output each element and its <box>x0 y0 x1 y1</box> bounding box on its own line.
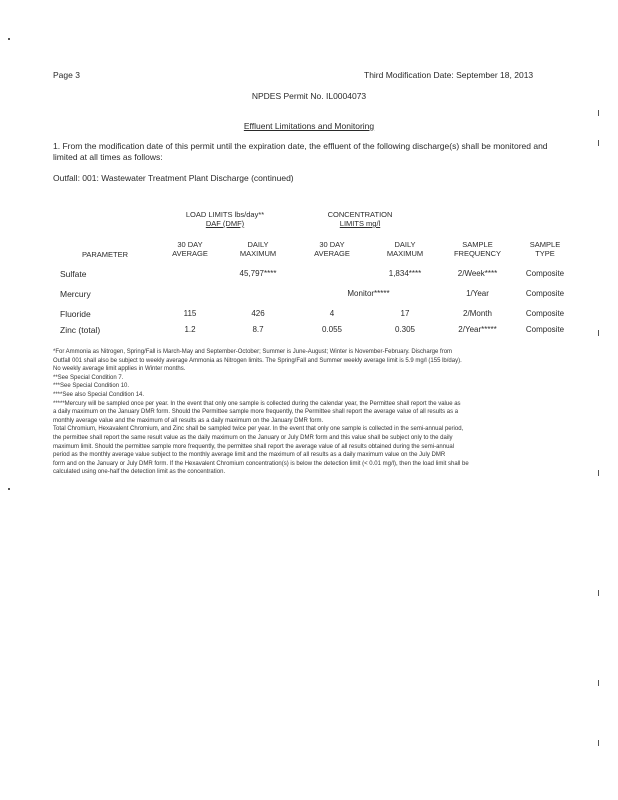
cell-daily-max-conc: 1,834**** <box>388 269 422 278</box>
section-title: Effluent Limitations and Monitoring <box>243 121 375 131</box>
concentration-label: CONCENTRATION <box>327 210 393 219</box>
cell-conc-monitor: Monitor***** <box>347 289 390 298</box>
footnote-line: *For Ammonia as Nitrogen, Spring/Fall is March-May and September-October; Summer is June-August; Winter is November-February. Discharge from <box>53 349 453 355</box>
col-avg30-conc <box>302 240 362 258</box>
col-label: MAXIMUM <box>386 249 424 258</box>
col-frequency <box>440 240 515 258</box>
footnote-line: ***See Special Condition 10. <box>53 383 130 390</box>
load-limits-label: LOAD LIMITS lbs/day** <box>185 210 265 219</box>
col-label: AVERAGE <box>314 249 350 258</box>
col-daily-max-load <box>228 240 288 258</box>
cell-daily-max-load: 45,797**** <box>239 269 277 278</box>
col-type <box>515 240 575 258</box>
col-label: SAMPLE <box>529 240 561 249</box>
row-parameter: Mercury <box>60 289 91 299</box>
col-avg30-load <box>160 240 220 258</box>
intro-line-2: limited at all times as follows: <box>53 152 163 162</box>
footnote-line: monthly average value and the maximum of all results as a daily maximum on the January DMR form. <box>53 417 324 424</box>
concentration-header <box>295 210 425 228</box>
cell-frequency: 1/Year <box>466 289 489 298</box>
col-parameter: PARAMETER <box>81 250 129 259</box>
col-label: MAXIMUM <box>239 249 277 258</box>
cell-daily-max-conc: 0.305 <box>394 325 416 334</box>
outfall-title: Outfall: 001: Wastewater Treatment Plant Discharge (continued) <box>53 173 294 183</box>
scan-artifact <box>598 590 599 596</box>
cell-type: Composite <box>525 325 565 334</box>
scan-artifact <box>598 330 599 336</box>
footnote-line: the permittee shall report the same result value as the daily maximum on the January or July DMR form and this value shall be subject only to the daily <box>53 434 453 441</box>
row-parameter: Sulfate <box>60 269 87 279</box>
scan-artifact <box>8 38 10 40</box>
footnote-line: period as the monthly average value subject to the monthly average limit and the maximum of all results as a daily maximum value on the July DMR <box>53 452 446 459</box>
footnote-line: **See Special Condition 7. <box>53 374 124 381</box>
scan-artifact <box>598 110 599 116</box>
col-daily-max-conc <box>375 240 435 258</box>
cell-frequency: 2/Month <box>463 309 492 318</box>
footnote-line: calculated using one-half the detection limit as the concentration. <box>53 469 226 476</box>
footnote-line: maximum limit. Should the permittee sample more frequently, the permittee shall report the average value of all results obtained during the semi-annual <box>53 443 455 450</box>
permit-number: NPDES Permit No. IL0004073 <box>251 91 367 101</box>
footnotes <box>53 348 573 477</box>
cell-daily-max-load: 426 <box>251 309 265 318</box>
col-label: FREQUENCY <box>453 249 502 258</box>
col-label: 30 DAY <box>319 240 345 249</box>
scan-artifact <box>598 680 599 686</box>
footnote-line: No weekly average limit applies in Winter months. <box>53 366 186 373</box>
concentration-unit: LIMITS mg/l <box>339 219 381 228</box>
scan-artifact <box>598 470 599 476</box>
footnote-line: Outfall 001 shall also be subject to weekly average Ammonia as Nitrogen limits. The Spring/Fall and Summer weekly average limit is 5.9 mg/l (155 lb/day). <box>53 357 462 364</box>
row-parameter: Zinc (total) <box>60 325 101 335</box>
load-limits-header <box>150 210 300 228</box>
cell-frequency: 2/Year***** <box>458 325 497 334</box>
col-label: AVERAGE <box>172 249 208 258</box>
col-label: SAMPLE <box>462 240 493 249</box>
col-label: DAILY <box>394 240 416 249</box>
col-label: TYPE <box>535 249 555 258</box>
page-number: Page 3 <box>53 70 80 80</box>
cell-avg30-conc: 0.055 <box>321 325 343 334</box>
cell-daily-max-load: 8.7 <box>252 325 264 334</box>
intro-line-1: 1. From the modification date of this permit until the expiration date, the effluent of the following discharge(s) shall be monitored and <box>53 141 548 151</box>
cell-type: Composite <box>525 309 565 318</box>
cell-type: Composite <box>525 269 565 278</box>
footnote-line: *****Mercury will be sampled once per year. In the event that only one sample is collected during the calendar year, the Permittee shall report the value as <box>53 400 461 407</box>
modification-date: Third Modification Date: September 18, 2013 <box>364 70 534 80</box>
footnote-line: a daily maximum on the January DMR form. Should the Permittee sample more frequently, the Permittee shall report the average value of all results as a <box>53 409 459 416</box>
load-limits-unit: DAF (DMF) <box>205 219 245 228</box>
footnote-line: Total Chromium, Hexavalent Chromium, and Zinc shall be sampled twice per year. In the event that only one sample is collected in the semi-annual period, <box>53 426 464 433</box>
scan-artifact <box>8 488 10 490</box>
col-label: 30 DAY <box>177 240 203 249</box>
row-parameter: Fluoride <box>60 309 91 319</box>
scan-artifact <box>598 740 599 746</box>
cell-type: Composite <box>525 289 565 298</box>
footnote-line: ****See also Special Condition 14. <box>53 391 145 398</box>
cell-avg30-load: 115 <box>183 309 197 318</box>
cell-frequency: 2/Week**** <box>457 269 498 278</box>
cell-avg30-load: 1.2 <box>184 325 196 334</box>
col-label: DAILY <box>247 240 269 249</box>
footnote-line: form and on the January or July DMR form. If the Hexavalent Chromium concentration(s) is below the detection limit (< 0.01 mg/l), then the load limit shall be <box>53 460 469 467</box>
scan-artifact <box>598 140 599 146</box>
cell-avg30-conc: 4 <box>329 309 335 318</box>
cell-daily-max-conc: 17 <box>400 309 410 318</box>
